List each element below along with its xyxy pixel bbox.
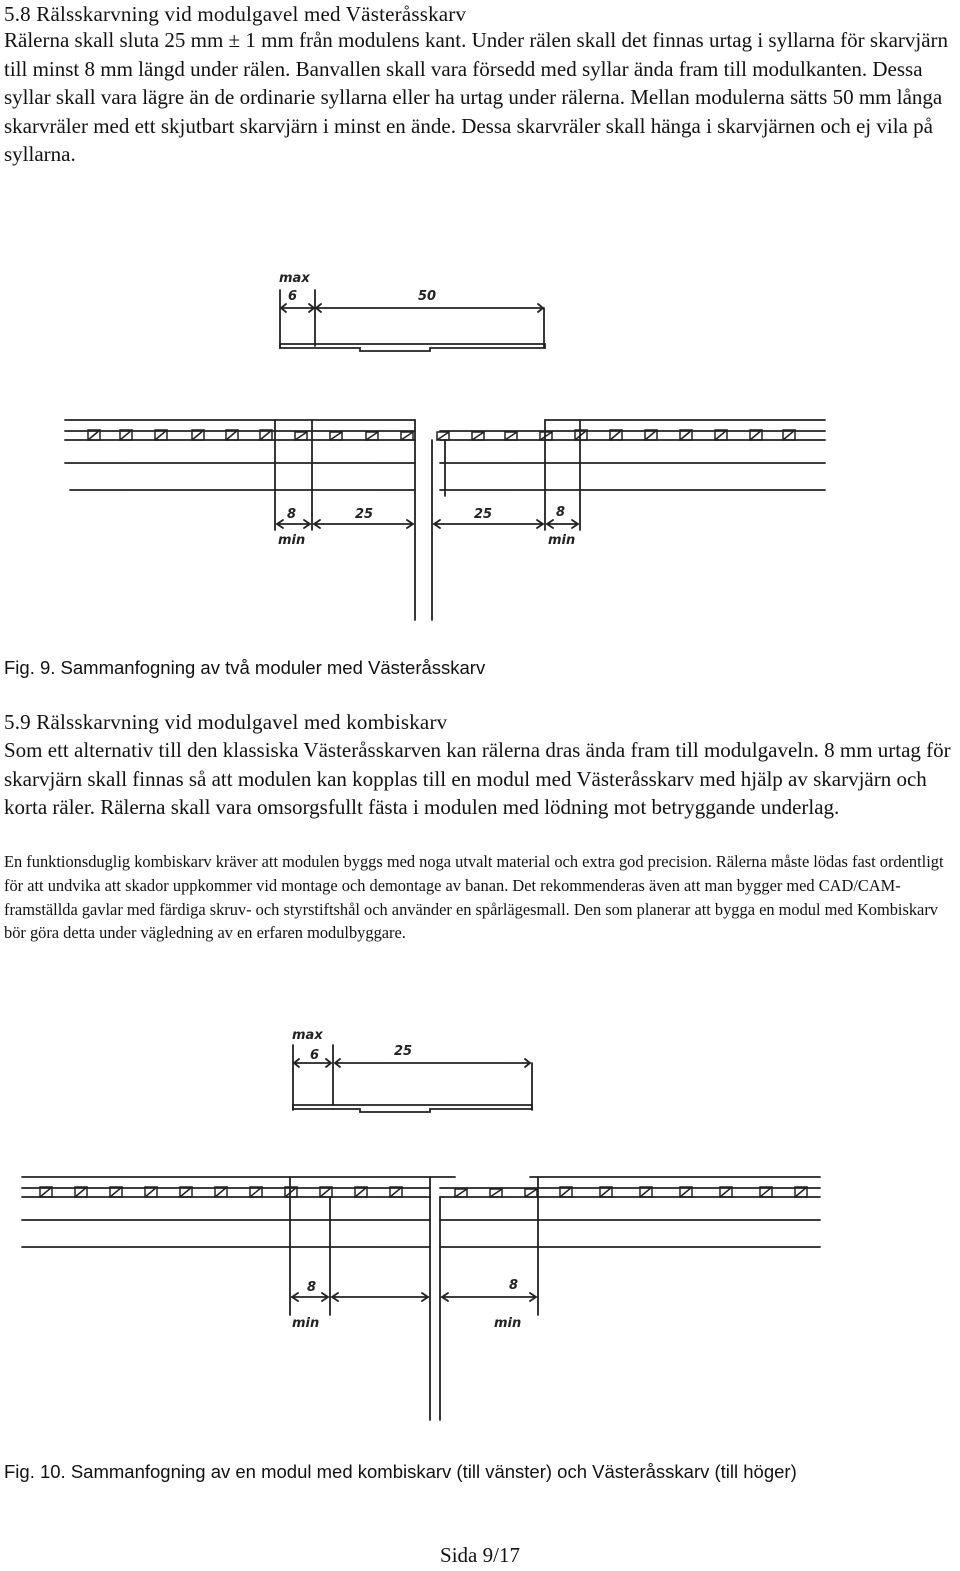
fig10-max-label: max [292, 1028, 323, 1043]
fig10-min-left-label: min [292, 1316, 320, 1331]
fig9-max-value: 6 [288, 289, 298, 304]
fig9-min-right-value: 8 [556, 505, 566, 520]
section-5-9-heading: 5.9 Rälsskarvning vid modulgavel med kombiskarv [4, 710, 448, 734]
fig10-min-right-label: min [494, 1316, 522, 1331]
fig9-max-label: max [279, 271, 310, 286]
fig9-min-left-value: 8 [287, 507, 297, 522]
section-5-9-body: Som ett alternativ till den klassiska Västeråsskarven kan rälerna dras ända fram till modulgaveln. 8 mm urtag för skarvjärn skall finnas så att modulen kan kopplas till en modul med Västeråsskarv med hjälp av skarvjärn och korta räler. Rälerna skall vara omsorgsfullt fästa i modulen med lödning mot betryggande underlag. [4, 738, 951, 820]
fig9-min-right-label: min [548, 533, 576, 548]
fig10-min-right-value: 8 [509, 1278, 519, 1293]
figure-10-caption: Fig. 10. Sammanfogning av en modul med kombiskarv (till vänster) och Västeråsskarv (till höger) [4, 1461, 797, 1482]
fig10-rail-length: 25 [394, 1044, 413, 1059]
section-5-9-note: En funktionsduglig kombiskarv kräver att modulen byggs med noga utvalt material och extra god precision. Rälerna måste lödas fast ordentligt för att undvika att skador uppkommer vid montage och demontage av banan. Det rekommenderas även att man bygger med CAD/CAM-framställda gavlar med färdiga skruv- och styrstiftshål och använder en spårlägesmall. Den som planerar att bygga en modul med Kombiskarv bör göra detta under vägledning av en erfaren modulbyggare. [4, 852, 944, 943]
figure-9-caption: Fig. 9. Sammanfogning av två moduler med Västeråsskarv [4, 657, 486, 678]
section-5-8-heading: 5.8 Rälsskarvning vid modulgavel med Västeråsskarv [4, 2, 467, 26]
fig9-min-left-label: min [278, 533, 306, 548]
fig10-max-value: 6 [310, 1048, 320, 1063]
fig9-rail-length: 50 [418, 289, 437, 304]
page-number: Sida 9/17 [440, 1543, 520, 1567]
fig9-gap-left: 25 [355, 507, 374, 522]
section-5-8-body: Rälerna skall sluta 25 mm ± 1 mm från modulens kant. Under rälen skall det finnas urtag i syllarna för skarvjärn till minst 8 mm längd under rälen. Banvallen skall vara försedd med syllar ända fram till modulkanten. Dessa syllar skall vara lägre än de ordinarie syllarna eller ha urtag under rälerna. Mellan modulerna sätts 50 mm långa skarvräler med ett skjutbart skarvjärn i minst en ände. Dessa skarvräler skall hänga i skarvjärnen och ej vila på syllarna. [4, 28, 949, 167]
fig9-gap-right: 25 [474, 507, 493, 522]
figure-10-diagram [0, 1025, 960, 1425]
fig10-min-left-value: 8 [307, 1280, 317, 1295]
figure-9-diagram [0, 268, 960, 628]
